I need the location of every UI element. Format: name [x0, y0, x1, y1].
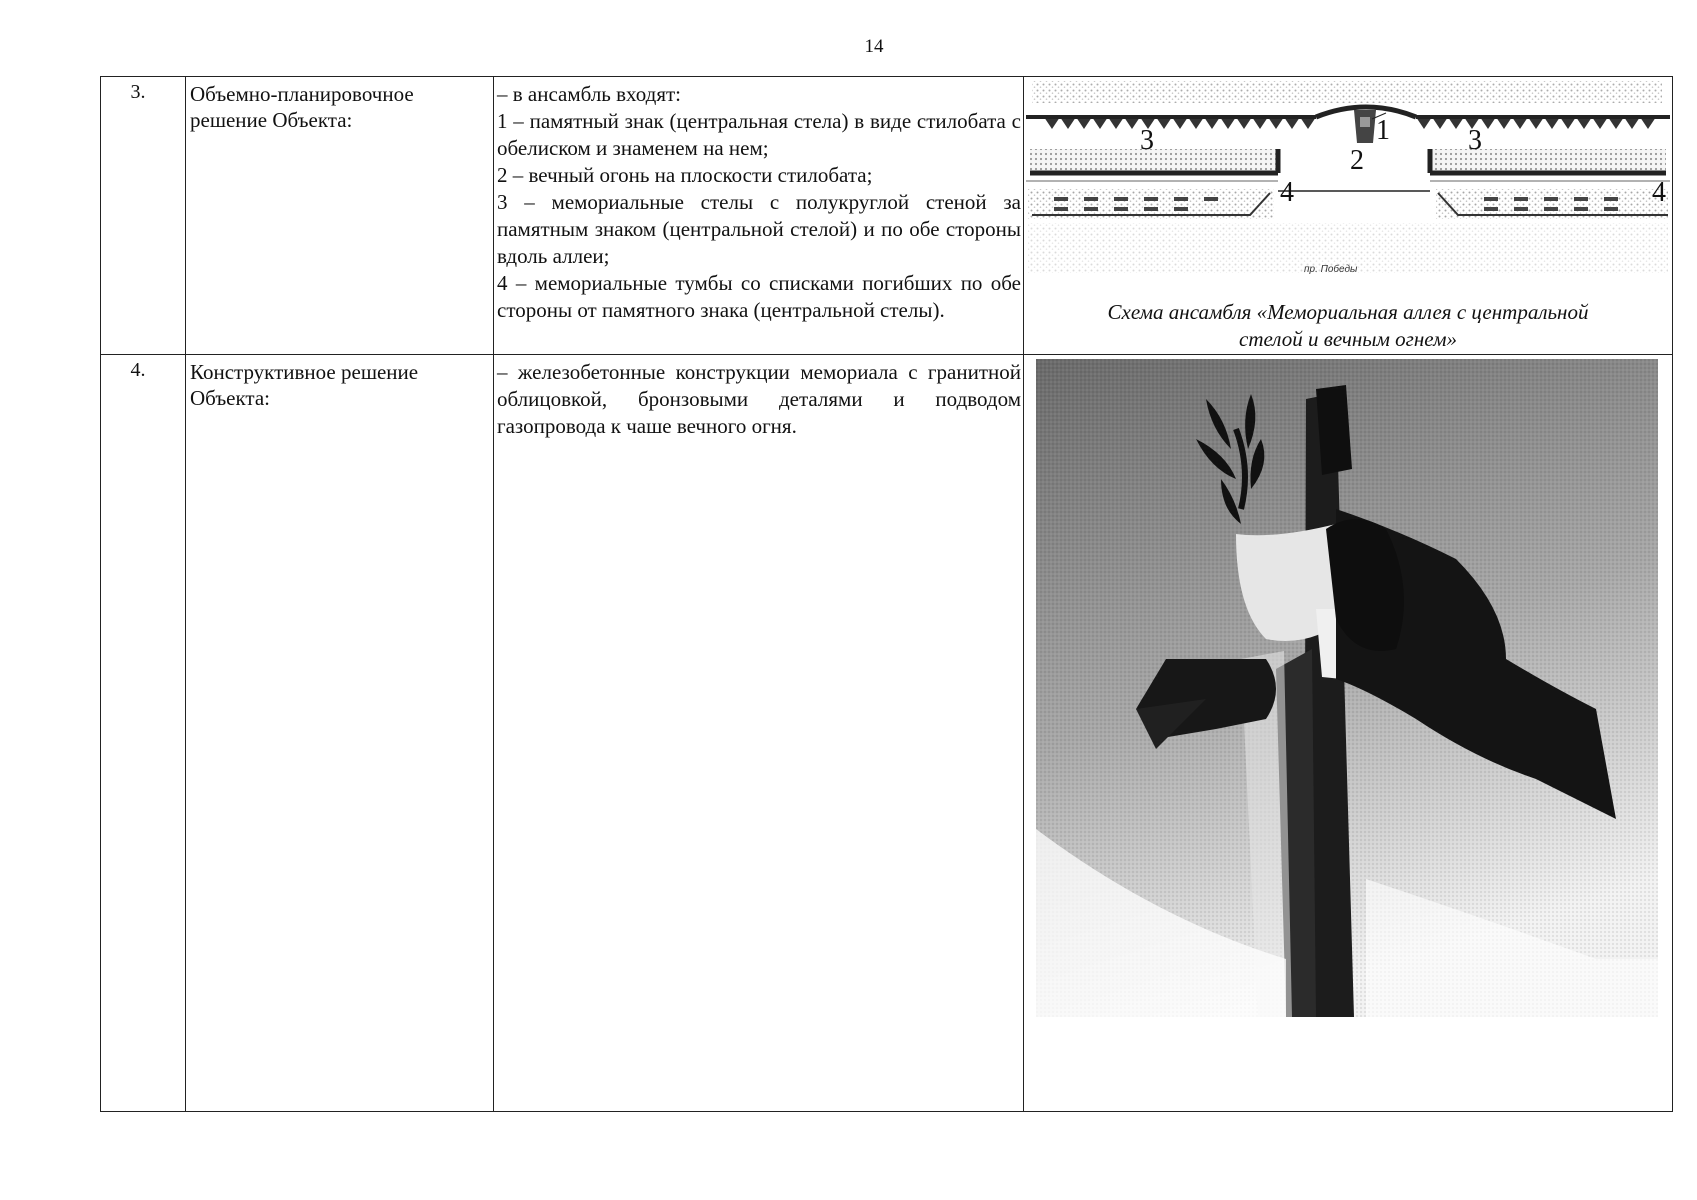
row-description [494, 77, 1024, 355]
photo-cell [1024, 355, 1673, 1112]
description-paragraph: 2 – вечный огонь на плоскости стилобата; [497, 163, 873, 187]
marker-4-left: 4 [1280, 177, 1294, 208]
row-label: Конструктивное решение Объекта: [186, 355, 494, 1112]
marker-3-left: 3 [1140, 125, 1154, 156]
scheme-caption-line: стелой и вечным огнем» [1239, 327, 1457, 351]
marker-3-right: 3 [1468, 125, 1482, 156]
table-row [101, 355, 1673, 1112]
object-description-table [100, 76, 1673, 1112]
description-paragraph: – в ансамбль входят: [497, 82, 681, 106]
table-row [101, 77, 1673, 355]
description-paragraph: 4 – мемориальные тумбы со списками погибших по обе стороны от памятного знака (центральной стелы). [497, 271, 1021, 322]
street-label: пр. Победы [1304, 264, 1358, 275]
scheme-caption-line: Схема ансамбля «Мемориальная аллея с центральной [1107, 300, 1589, 324]
row-number: 3. [130, 81, 146, 103]
page-number: 14 [864, 36, 884, 57]
row-number-cell [101, 77, 186, 355]
row-label: Объемно-планировочное решение Объекта: [186, 77, 494, 355]
description-paragraph: 3 – мемориальные стелы с полукруглой стеной за памятным знаком (центральной стелой) и по обе стороны вдоль аллеи; [497, 190, 1021, 268]
scheme-cell [1024, 77, 1673, 355]
row-number-cell [101, 355, 186, 1112]
description-paragraph: 1 – памятный знак (центральная стела) в виде стилобата с обелиском и знаменем на нем; [497, 109, 1021, 160]
row-description [494, 355, 1024, 1112]
marker-2: 2 [1350, 145, 1364, 176]
marker-4-right: 4 [1652, 177, 1666, 208]
row-number: 4. [130, 359, 146, 381]
memorial-photo [1036, 359, 1658, 1017]
ensemble-scheme-diagram [1024, 77, 1673, 297]
description-paragraph: – железобетонные конструкции мемориала с гранитной облицовкой, бронзовыми деталями и подводом газопровода к чаше вечного огня. [497, 360, 1021, 438]
marker-1: 1 [1376, 115, 1390, 146]
scheme-caption [1024, 299, 1672, 353]
